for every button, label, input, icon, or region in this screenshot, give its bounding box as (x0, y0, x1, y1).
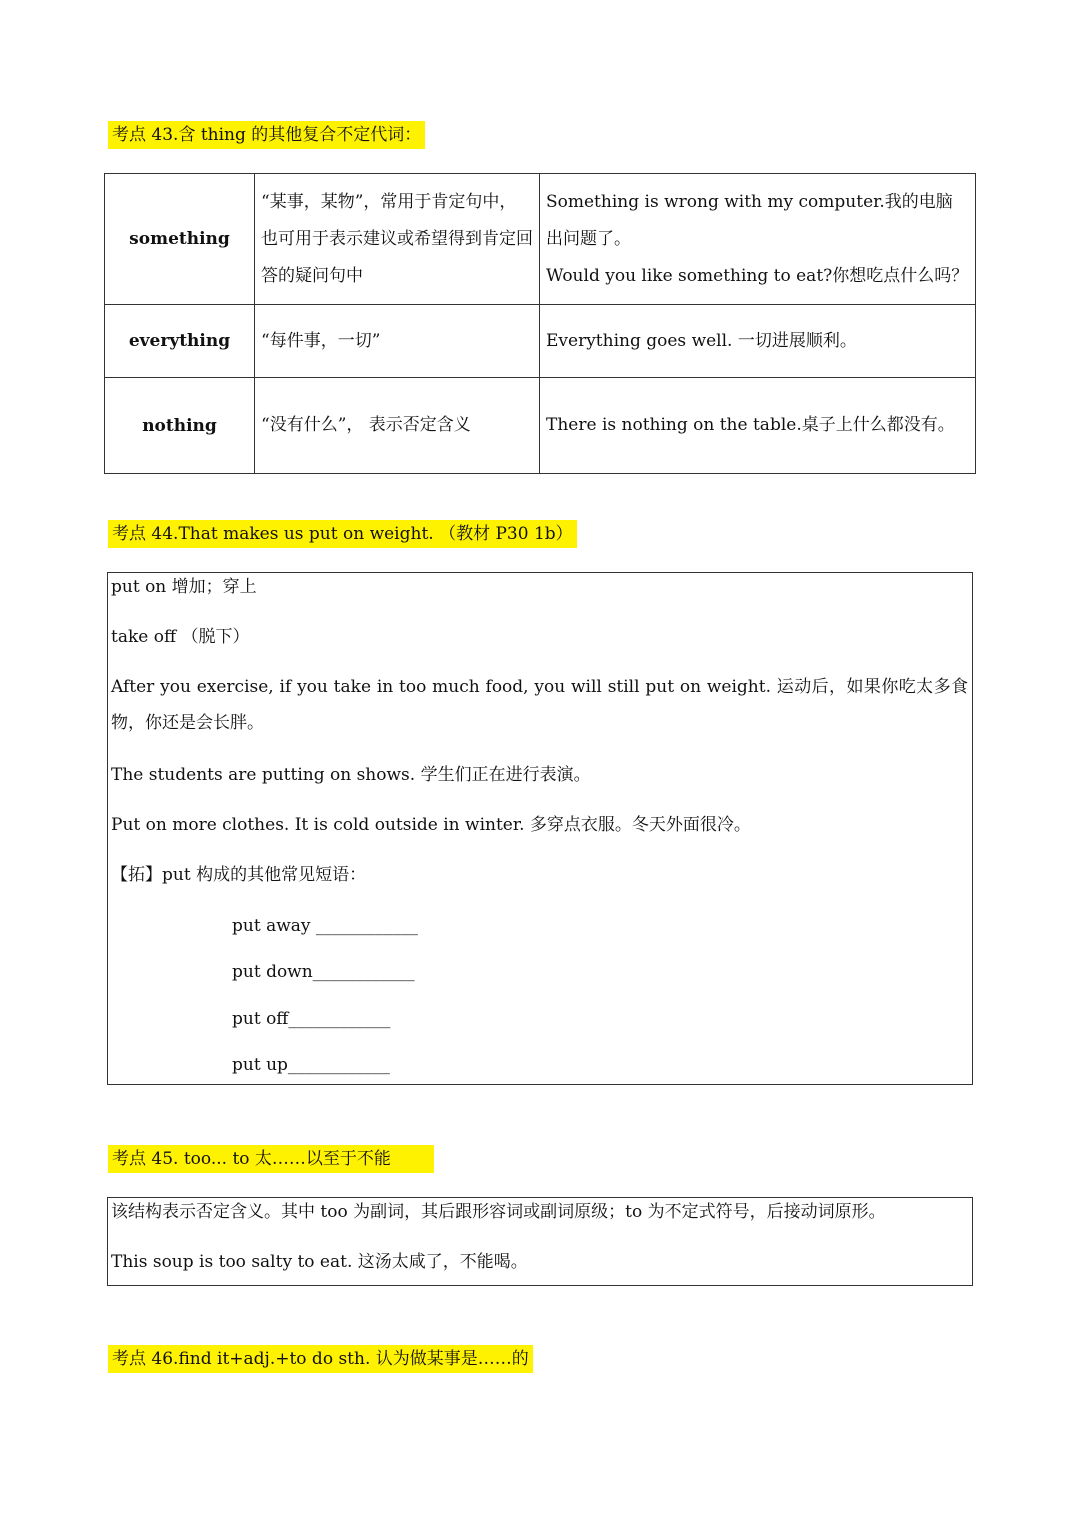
box-line: Put on more clothes. It is cold outside in winter. 多穿点衣服。冬天外面很冷。 (111, 815, 751, 835)
table-row (105, 305, 976, 378)
section-46-heading: 考点 46.find it+adj.+to do sth. 认为做某事是……的 (108, 1345, 533, 1373)
box-line: put on 增加；穿上 (111, 577, 257, 597)
explanation-box-44 (107, 572, 973, 1085)
example-line: Everything goes well. 一切进展顺利。 (546, 330, 857, 351)
meaning-cell: “每件事，一切” (255, 305, 540, 378)
compound-pronoun-table (104, 173, 976, 474)
phrase-blank: put down____________ (232, 962, 415, 982)
explanation-box-45 (107, 1197, 973, 1286)
box-line: 【拓】put 构成的其他常见短语： (111, 865, 367, 885)
word-cell: something (105, 174, 255, 305)
meaning-cell: “没有什么”， 表示否定含义 (255, 378, 540, 474)
example-cell (540, 378, 976, 474)
word-cell: everything (105, 305, 255, 378)
table-row (105, 378, 976, 474)
example-cell (540, 305, 976, 378)
example-cell (540, 174, 976, 305)
example-line: There is nothing on the table.桌子上什么都没有。 (546, 415, 955, 435)
box-paragraph: After you exercise, if you take in too much food, you will still put on weight. 运动后，如果你吃太多食物，你还是会长胖。 (111, 677, 968, 733)
section-43-heading: 考点 43.含 thing 的其他复合不定代词： (108, 121, 425, 149)
word-cell: nothing (105, 378, 255, 474)
section-45-heading: 考点 45. too... to 太……以至于不能 (108, 1145, 434, 1173)
box-line: This soup is too salty to eat. 这汤太咸了，不能喝。 (111, 1252, 528, 1272)
section-44-heading: 考点 44.That makes us put on weight. （教材 P30 1b） (108, 520, 577, 548)
meaning-cell: “某事，某物”，常用于肯定句中，也可用于表示建议或希望得到肯定回答的疑问句中 (255, 174, 540, 305)
phrase-blank: put away ____________ (232, 916, 418, 936)
box-line: 该结构表示否定含义。其中 too 为副词，其后跟形容词或副词原级；to 为不定式符号，后接动词原形。 (111, 1202, 886, 1222)
table-row (105, 174, 976, 305)
example-line: Something is wrong with my computer.我的电脑出问题了。 (546, 191, 953, 249)
box-line: take off （脱下） (111, 627, 250, 647)
phrase-blank: put off____________ (232, 1009, 391, 1029)
box-line: The students are putting on shows. 学生们正在进行表演。 (111, 765, 591, 785)
example-line: Would you like something to eat?你想吃点什么吗？ (546, 265, 969, 286)
phrase-blank: put up____________ (232, 1055, 390, 1075)
